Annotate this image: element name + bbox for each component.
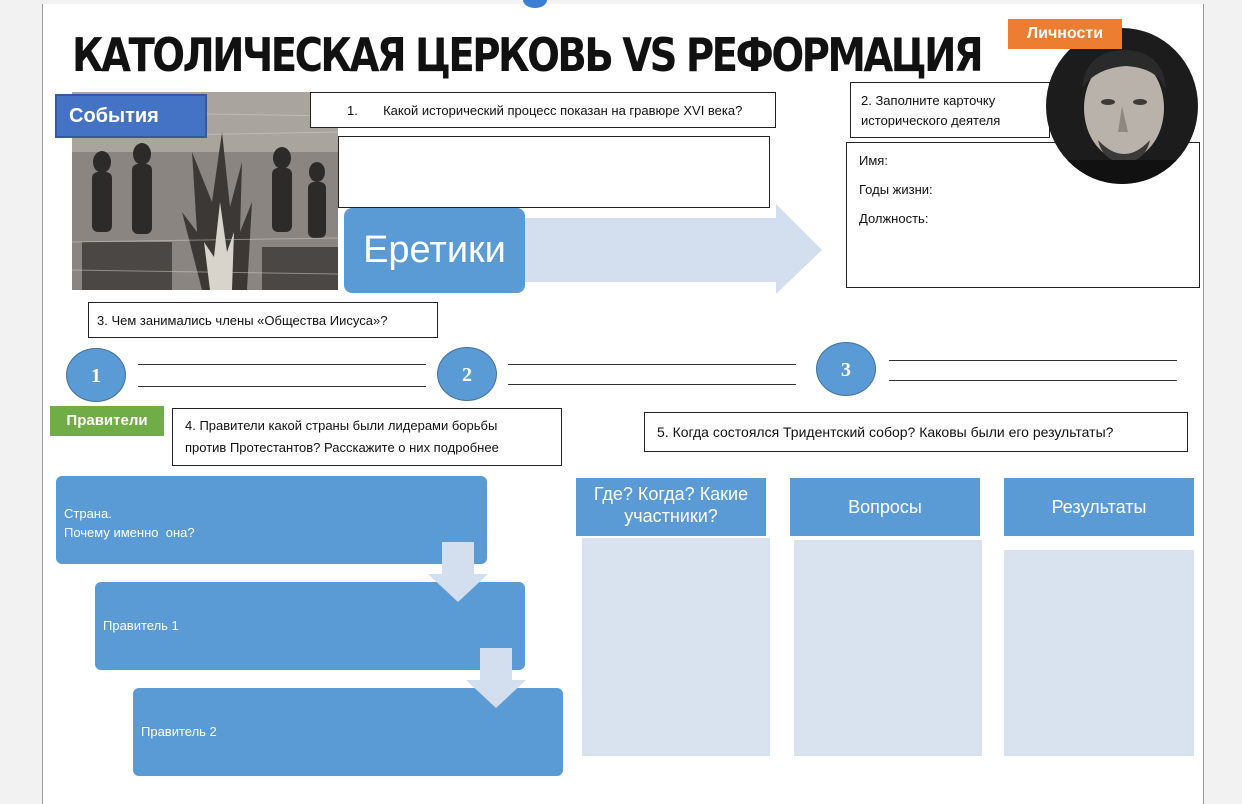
circle-number-1: 1 [66,348,126,402]
question-2-line-1: 2. Заполните карточку [861,93,996,108]
answer-line[interactable] [138,364,426,365]
country-box[interactable] [56,476,487,564]
question-4-line-1: 4. Правители какой страны были лидерами борьбы [185,418,498,433]
question-4-box [172,408,562,466]
answer-line[interactable] [889,380,1177,381]
answer-line[interactable] [508,384,796,385]
rulers-tag: Правители [50,406,164,436]
question-1-text: Какой исторический процесс показан на гравюре XVI века? [383,103,743,118]
question-1-number: 1. [347,103,358,118]
arrow-down-icon [466,648,528,710]
circle-number-2: 2 [437,347,497,401]
arrow-down-icon [428,542,490,604]
column-header-questions: Вопросы [790,478,980,536]
card-name-label: Имя: [859,153,888,168]
question-3-box: 3. Чем занимались члены «Общества Иисуса»? [88,302,438,338]
question-1-box [310,92,776,128]
card-years-label: Годы жизни: [859,182,933,197]
circle-number-3: 3 [816,342,876,396]
answer-column-questions[interactable] [794,540,982,756]
events-tag: События [55,94,207,138]
answer-column-where-when[interactable] [582,538,770,756]
portrait-image [1046,28,1198,184]
question-2-line-2: исторического деятеля [861,113,1001,128]
country-why-label: Почему именно она? [64,525,195,540]
column-header-where-when [576,478,766,536]
answer-line[interactable] [138,386,426,387]
ruler-1-box[interactable]: Правитель 1 [95,582,525,670]
arrow-right-icon [520,204,825,296]
answer-line[interactable] [508,364,796,365]
question-4-line-2: против Протестантов? Расскажите о них подробнее [185,440,499,455]
heretics-box: Еретики [344,208,525,293]
answer-line[interactable] [889,360,1177,361]
answer-column-results[interactable] [1004,550,1194,756]
page-indicator-dot [523,0,547,8]
question-5-box: 5. Когда состоялся Тридентский собор? Каковы были его результаты? [644,412,1188,452]
answer-1-field[interactable] [338,136,770,208]
page-title: КАТОЛИЧЕСКАЯ ЦЕРКОВЬ VS РЕФОРМАЦИЯ [72,28,982,82]
column-header-where-line-1: Где? Когда? Какие [593,484,749,504]
column-header-results: Результаты [1004,478,1194,536]
persons-tag: Личности [1008,19,1122,49]
country-label: Страна. [64,506,112,521]
card-position-label: Должность: [859,211,929,226]
question-2-box [850,82,1050,138]
column-header-where-line-2: участники? [624,506,718,526]
ruler-2-box[interactable]: Правитель 2 [133,688,563,776]
